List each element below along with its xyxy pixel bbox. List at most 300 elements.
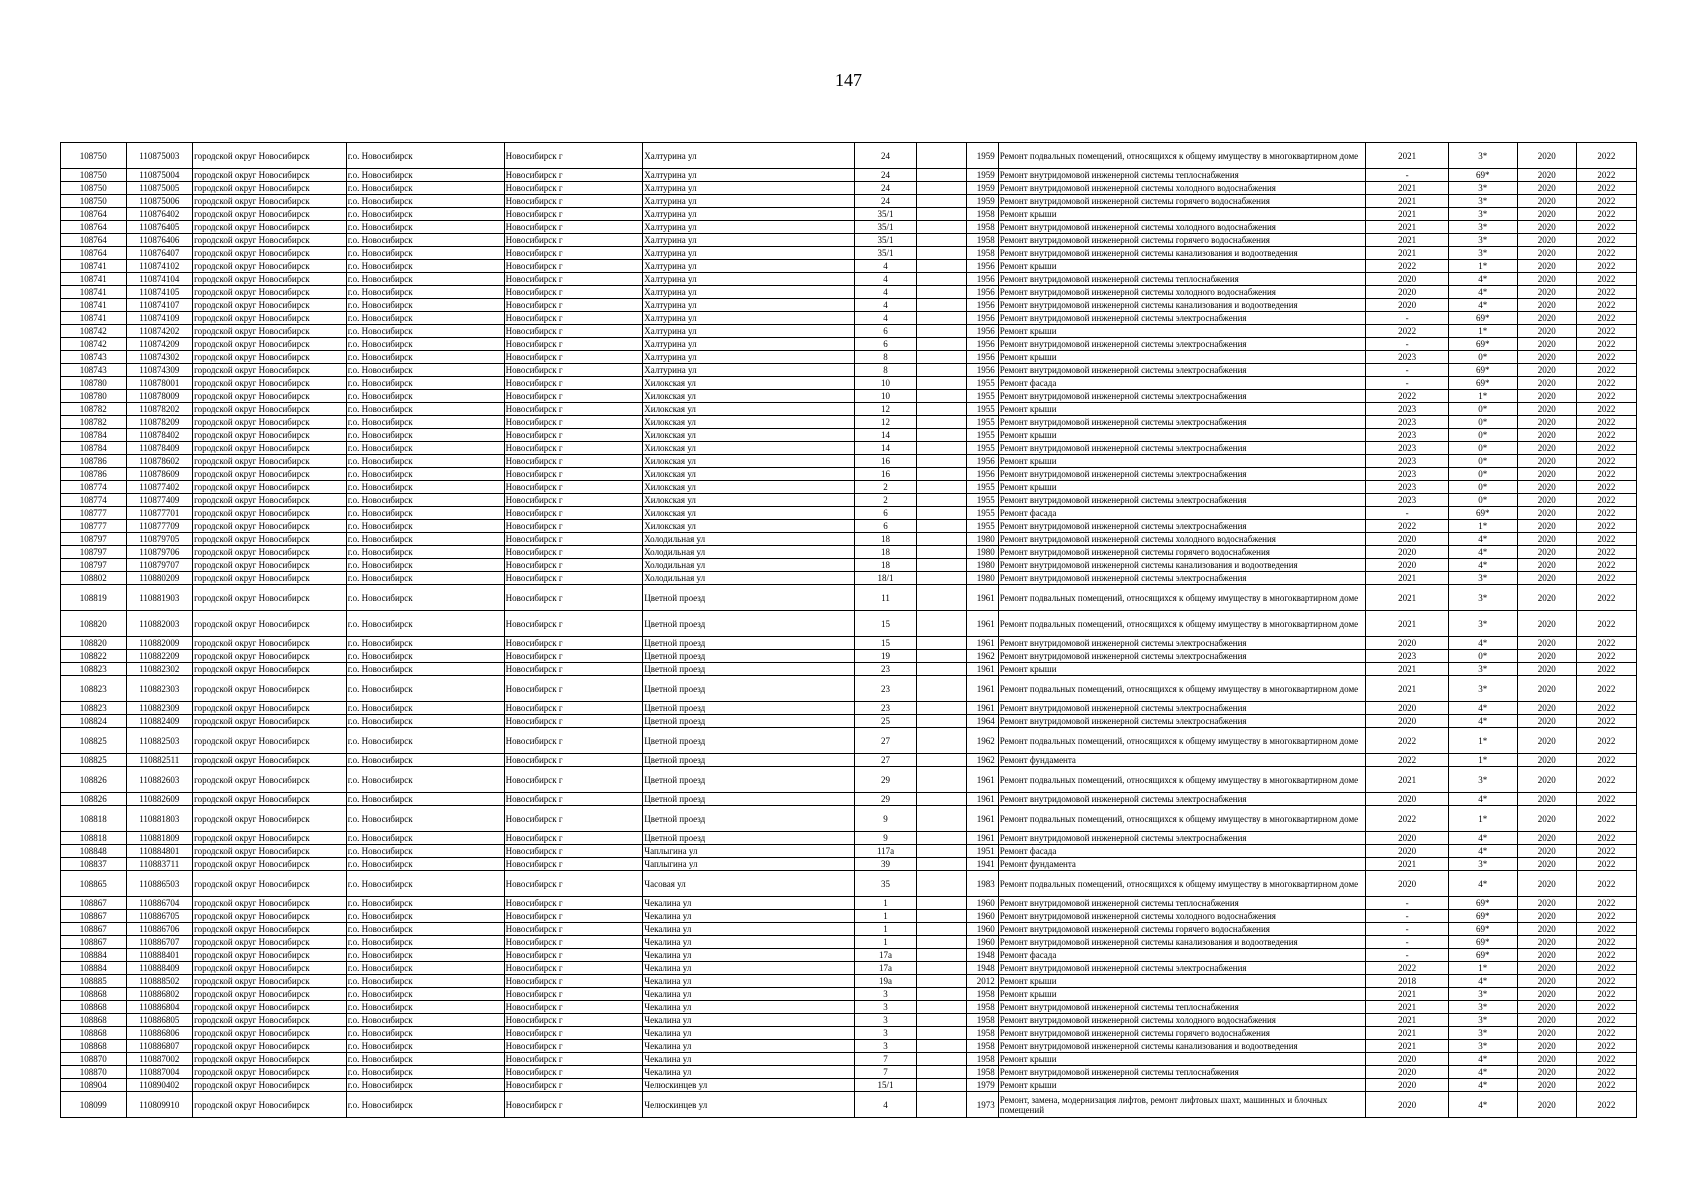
district-cell: городской округ Новосибирск xyxy=(193,182,347,195)
work-year-cell: 2023 xyxy=(1366,442,1449,455)
city-cell: Новосибирск г xyxy=(504,975,643,988)
building-cell xyxy=(917,260,966,273)
period-start-cell: 2020 xyxy=(1517,806,1576,832)
municipality-cell: г.о. Новосибирск xyxy=(346,312,504,325)
year-built-cell: 1958 xyxy=(966,247,998,260)
municipality-cell: г.о. Новосибирск xyxy=(346,403,504,416)
building-cell xyxy=(917,143,966,169)
building-cell xyxy=(917,975,966,988)
year-built-cell: 1948 xyxy=(966,949,998,962)
building-cell xyxy=(917,429,966,442)
priority-cell: 4* xyxy=(1448,1066,1517,1079)
priority-cell: 4* xyxy=(1448,793,1517,806)
priority-cell: 69* xyxy=(1448,338,1517,351)
municipality-cell: г.о. Новосибирск xyxy=(346,416,504,429)
year-built-cell: 1973 xyxy=(966,1092,998,1118)
street-cell: Часовая ул xyxy=(643,871,855,897)
street-cell: Цветной проезд xyxy=(643,767,855,793)
district-cell: городской округ Новосибирск xyxy=(193,390,347,403)
table-row xyxy=(61,767,1637,793)
year-built-cell: 1955 xyxy=(966,416,998,429)
house-id-cell: 108780 xyxy=(61,390,127,403)
house-id-cell: 108764 xyxy=(61,208,127,221)
work-year-cell: 2021 xyxy=(1366,572,1449,585)
priority-cell: 4* xyxy=(1448,975,1517,988)
street-cell: Халтурина ул xyxy=(643,234,855,247)
house-id-cell: 108848 xyxy=(61,845,127,858)
year-built-cell: 1956 xyxy=(966,260,998,273)
city-cell: Новосибирск г xyxy=(504,533,643,546)
district-cell: городской округ Новосибирск xyxy=(193,286,347,299)
district-cell: городской округ Новосибирск xyxy=(193,1053,347,1066)
district-cell: городской округ Новосибирск xyxy=(193,1001,347,1014)
city-cell: Новосибирск г xyxy=(504,897,643,910)
table-row xyxy=(61,1079,1637,1092)
street-cell: Холодильная ул xyxy=(643,533,855,546)
district-cell: городской округ Новосибирск xyxy=(193,208,347,221)
work-year-cell: 2023 xyxy=(1366,468,1449,481)
priority-cell: 4* xyxy=(1448,273,1517,286)
year-built-cell: 1960 xyxy=(966,923,998,936)
house-id-cell: 108784 xyxy=(61,429,127,442)
house-number-cell: 2 xyxy=(854,494,916,507)
building-cell xyxy=(917,286,966,299)
work-type-cell: Ремонт крыши xyxy=(998,429,1365,442)
district-cell: городской округ Новосибирск xyxy=(193,637,347,650)
object-id-cell: 110879707 xyxy=(126,559,193,572)
building-cell xyxy=(917,559,966,572)
municipality-cell: г.о. Новосибирск xyxy=(346,325,504,338)
table-row xyxy=(61,650,1637,663)
period-start-cell: 2020 xyxy=(1517,234,1576,247)
year-built-cell: 1961 xyxy=(966,676,998,702)
work-type-cell: Ремонт внутридомовой инженерной системы канализования и водоотведения xyxy=(998,1040,1365,1053)
period-end-cell: 2022 xyxy=(1576,702,1636,715)
district-cell: городской округ Новосибирск xyxy=(193,507,347,520)
house-number-cell: 4 xyxy=(854,1092,916,1118)
work-year-cell: 2021 xyxy=(1366,1001,1449,1014)
building-cell xyxy=(917,858,966,871)
year-built-cell: 1980 xyxy=(966,533,998,546)
year-built-cell: 1960 xyxy=(966,936,998,949)
priority-cell: 3* xyxy=(1448,1040,1517,1053)
city-cell: Новосибирск г xyxy=(504,845,643,858)
year-built-cell: 1960 xyxy=(966,910,998,923)
period-start-cell: 2020 xyxy=(1517,377,1576,390)
period-end-cell: 2022 xyxy=(1576,806,1636,832)
district-cell: городской округ Новосибирск xyxy=(193,260,347,273)
street-cell: Хилокская ул xyxy=(643,520,855,533)
house-id-cell: 108820 xyxy=(61,637,127,650)
year-built-cell: 1956 xyxy=(966,312,998,325)
house-number-cell: 15 xyxy=(854,637,916,650)
priority-cell: 3* xyxy=(1448,234,1517,247)
city-cell: Новосибирск г xyxy=(504,650,643,663)
house-id-cell: 108867 xyxy=(61,923,127,936)
priority-cell: 4* xyxy=(1448,845,1517,858)
period-start-cell: 2020 xyxy=(1517,247,1576,260)
district-cell: городской округ Новосибирск xyxy=(193,962,347,975)
street-cell: Чекалина ул xyxy=(643,936,855,949)
work-year-cell: 2021 xyxy=(1366,143,1449,169)
district-cell: городской округ Новосибирск xyxy=(193,338,347,351)
work-type-cell: Ремонт подвальных помещений, относящихся к общему имуществу в многоквартирном доме xyxy=(998,871,1365,897)
city-cell: Новосибирск г xyxy=(504,1053,643,1066)
municipality-cell: г.о. Новосибирск xyxy=(346,286,504,299)
municipality-cell: г.о. Новосибирск xyxy=(346,728,504,754)
year-built-cell: 1956 xyxy=(966,299,998,312)
work-year-cell: 2020 xyxy=(1366,559,1449,572)
house-number-cell: 3 xyxy=(854,1001,916,1014)
object-id-cell: 110874107 xyxy=(126,299,193,312)
period-start-cell: 2020 xyxy=(1517,1079,1576,1092)
work-year-cell: 2020 xyxy=(1366,793,1449,806)
house-number-cell: 24 xyxy=(854,169,916,182)
house-id-cell: 108825 xyxy=(61,754,127,767)
period-end-cell: 2022 xyxy=(1576,182,1636,195)
city-cell: Новосибирск г xyxy=(504,455,643,468)
object-id-cell: 110884801 xyxy=(126,845,193,858)
work-year-cell: 2021 xyxy=(1366,767,1449,793)
city-cell: Новосибирск г xyxy=(504,1040,643,1053)
object-id-cell: 110882603 xyxy=(126,767,193,793)
district-cell: городской округ Новосибирск xyxy=(193,845,347,858)
house-number-cell: 3 xyxy=(854,988,916,1001)
municipality-cell: г.о. Новосибирск xyxy=(346,832,504,845)
house-number-cell: 35/1 xyxy=(854,221,916,234)
street-cell: Халтурина ул xyxy=(643,182,855,195)
priority-cell: 3* xyxy=(1448,611,1517,637)
table-row xyxy=(61,533,1637,546)
priority-cell: 4* xyxy=(1448,1079,1517,1092)
district-cell: городской округ Новосибирск xyxy=(193,234,347,247)
street-cell: Чекалина ул xyxy=(643,1040,855,1053)
house-id-cell: 108774 xyxy=(61,481,127,494)
year-built-cell: 1961 xyxy=(966,611,998,637)
street-cell: Чекалина ул xyxy=(643,897,855,910)
house-id-cell: 108797 xyxy=(61,533,127,546)
work-year-cell: 2020 xyxy=(1366,286,1449,299)
house-number-cell: 15/1 xyxy=(854,1079,916,1092)
city-cell: Новосибирск г xyxy=(504,572,643,585)
object-id-cell: 110876406 xyxy=(126,234,193,247)
work-year-cell: - xyxy=(1366,897,1449,910)
period-start-cell: 2020 xyxy=(1517,429,1576,442)
object-id-cell: 110886503 xyxy=(126,871,193,897)
street-cell: Цветной проезд xyxy=(643,754,855,767)
building-cell xyxy=(917,715,966,728)
district-cell: городской округ Новосибирск xyxy=(193,1027,347,1040)
city-cell: Новосибирск г xyxy=(504,260,643,273)
municipality-cell: г.о. Новосибирск xyxy=(346,637,504,650)
house-number-cell: 39 xyxy=(854,858,916,871)
municipality-cell: г.о. Новосибирск xyxy=(346,143,504,169)
object-id-cell: 110882309 xyxy=(126,702,193,715)
building-cell xyxy=(917,949,966,962)
district-cell: городской округ Новосибирск xyxy=(193,442,347,455)
house-id-cell: 108743 xyxy=(61,364,127,377)
work-year-cell: 2020 xyxy=(1366,637,1449,650)
street-cell: Чекалина ул xyxy=(643,910,855,923)
period-start-cell: 2020 xyxy=(1517,611,1576,637)
year-built-cell: 1956 xyxy=(966,364,998,377)
building-cell xyxy=(917,962,966,975)
work-year-cell: 2020 xyxy=(1366,1092,1449,1118)
municipality-cell: г.о. Новосибирск xyxy=(346,494,504,507)
house-number-cell: 24 xyxy=(854,182,916,195)
year-built-cell: 1955 xyxy=(966,442,998,455)
street-cell: Халтурина ул xyxy=(643,260,855,273)
house-id-cell: 108826 xyxy=(61,793,127,806)
work-year-cell: 2020 xyxy=(1366,1079,1449,1092)
house-number-cell: 16 xyxy=(854,455,916,468)
building-cell xyxy=(917,676,966,702)
object-id-cell: 110878609 xyxy=(126,468,193,481)
period-start-cell: 2020 xyxy=(1517,767,1576,793)
priority-cell: 1* xyxy=(1448,260,1517,273)
city-cell: Новосибирск г xyxy=(504,520,643,533)
building-cell xyxy=(917,910,966,923)
work-type-cell: Ремонт фундамента xyxy=(998,858,1365,871)
period-start-cell: 2020 xyxy=(1517,702,1576,715)
district-cell: городской округ Новосибирск xyxy=(193,494,347,507)
priority-cell: 69* xyxy=(1448,936,1517,949)
street-cell: Халтурина ул xyxy=(643,208,855,221)
house-number-cell: 2 xyxy=(854,481,916,494)
city-cell: Новосибирск г xyxy=(504,637,643,650)
work-year-cell: 2018 xyxy=(1366,975,1449,988)
municipality-cell: г.о. Новосибирск xyxy=(346,559,504,572)
year-built-cell: 1958 xyxy=(966,1066,998,1079)
house-id-cell: 108884 xyxy=(61,962,127,975)
building-cell xyxy=(917,273,966,286)
table-row xyxy=(61,325,1637,338)
street-cell: Халтурина ул xyxy=(643,364,855,377)
city-cell: Новосибирск г xyxy=(504,832,643,845)
period-start-cell: 2020 xyxy=(1517,1014,1576,1027)
house-number-cell: 4 xyxy=(854,312,916,325)
house-number-cell: 16 xyxy=(854,468,916,481)
city-cell: Новосибирск г xyxy=(504,442,643,455)
table-row xyxy=(61,546,1637,559)
priority-cell: 1* xyxy=(1448,520,1517,533)
table-row xyxy=(61,572,1637,585)
work-type-cell: Ремонт внутридомовой инженерной системы канализования и водоотведения xyxy=(998,299,1365,312)
period-end-cell: 2022 xyxy=(1576,897,1636,910)
district-cell: городской округ Новосибирск xyxy=(193,715,347,728)
priority-cell: 69* xyxy=(1448,377,1517,390)
street-cell: Хилокская ул xyxy=(643,455,855,468)
building-cell xyxy=(917,403,966,416)
municipality-cell: г.о. Новосибирск xyxy=(346,676,504,702)
period-end-cell: 2022 xyxy=(1576,390,1636,403)
city-cell: Новосибирск г xyxy=(504,312,643,325)
work-type-cell: Ремонт внутридомовой инженерной системы электроснабжения xyxy=(998,416,1365,429)
period-start-cell: 2020 xyxy=(1517,1092,1576,1118)
building-cell xyxy=(917,572,966,585)
house-number-cell: 15 xyxy=(854,611,916,637)
work-year-cell: - xyxy=(1366,923,1449,936)
district-cell: городской округ Новосибирск xyxy=(193,728,347,754)
priority-cell: 69* xyxy=(1448,910,1517,923)
house-number-cell: 25 xyxy=(854,715,916,728)
house-number-cell: 6 xyxy=(854,325,916,338)
period-end-cell: 2022 xyxy=(1576,195,1636,208)
year-built-cell: 1955 xyxy=(966,494,998,507)
street-cell: Цветной проезд xyxy=(643,676,855,702)
house-number-cell: 29 xyxy=(854,767,916,793)
house-number-cell: 4 xyxy=(854,286,916,299)
period-end-cell: 2022 xyxy=(1576,949,1636,962)
period-start-cell: 2020 xyxy=(1517,533,1576,546)
page-number: 147 xyxy=(835,70,862,90)
work-type-cell: Ремонт внутридомовой инженерной системы холодного водоснабжения xyxy=(998,182,1365,195)
house-id-cell: 108867 xyxy=(61,897,127,910)
period-start-cell: 2020 xyxy=(1517,637,1576,650)
municipality-cell: г.о. Новосибирск xyxy=(346,1014,504,1027)
city-cell: Новосибирск г xyxy=(504,507,643,520)
city-cell: Новосибирск г xyxy=(504,403,643,416)
municipality-cell: г.о. Новосибирск xyxy=(346,169,504,182)
work-type-cell: Ремонт внутридомовой инженерной системы электроснабжения xyxy=(998,520,1365,533)
year-built-cell: 1959 xyxy=(966,143,998,169)
table-row xyxy=(61,962,1637,975)
house-id-cell: 108741 xyxy=(61,260,127,273)
city-cell: Новосибирск г xyxy=(504,585,643,611)
table-row xyxy=(61,364,1637,377)
year-built-cell: 1961 xyxy=(966,702,998,715)
house-id-cell: 108099 xyxy=(61,1092,127,1118)
work-type-cell: Ремонт внутридомовой инженерной системы канализования и водоотведения xyxy=(998,936,1365,949)
priority-cell: 3* xyxy=(1448,1001,1517,1014)
object-id-cell: 110886805 xyxy=(126,1014,193,1027)
street-cell: Чаплыгина ул xyxy=(643,858,855,871)
municipality-cell: г.о. Новосибирск xyxy=(346,767,504,793)
object-id-cell: 110886704 xyxy=(126,897,193,910)
work-type-cell: Ремонт внутридомовой инженерной системы горячего водоснабжения xyxy=(998,234,1365,247)
year-built-cell: 1955 xyxy=(966,520,998,533)
street-cell: Чекалина ул xyxy=(643,1053,855,1066)
period-end-cell: 2022 xyxy=(1576,832,1636,845)
work-year-cell: 2022 xyxy=(1366,520,1449,533)
period-start-cell: 2020 xyxy=(1517,910,1576,923)
work-year-cell: 2021 xyxy=(1366,988,1449,1001)
year-built-cell: 1958 xyxy=(966,988,998,1001)
house-number-cell: 23 xyxy=(854,676,916,702)
building-cell xyxy=(917,455,966,468)
table-row xyxy=(61,871,1637,897)
table-row xyxy=(61,208,1637,221)
municipality-cell: г.о. Новосибирск xyxy=(346,949,504,962)
priority-cell: 3* xyxy=(1448,767,1517,793)
house-id-cell: 108750 xyxy=(61,195,127,208)
object-id-cell: 110890402 xyxy=(126,1079,193,1092)
period-end-cell: 2022 xyxy=(1576,351,1636,364)
work-year-cell: - xyxy=(1366,949,1449,962)
house-id-cell: 108782 xyxy=(61,416,127,429)
municipality-cell: г.о. Новосибирск xyxy=(346,988,504,1001)
house-id-cell: 108764 xyxy=(61,234,127,247)
house-number-cell: 8 xyxy=(854,364,916,377)
table-row xyxy=(61,221,1637,234)
district-cell: городской округ Новосибирск xyxy=(193,702,347,715)
work-type-cell: Ремонт внутридомовой инженерной системы горячего водоснабжения xyxy=(998,195,1365,208)
district-cell: городской округ Новосибирск xyxy=(193,377,347,390)
object-id-cell: 110888409 xyxy=(126,962,193,975)
work-year-cell: 2023 xyxy=(1366,403,1449,416)
year-built-cell: 1955 xyxy=(966,390,998,403)
table-row xyxy=(61,312,1637,325)
house-number-cell: 4 xyxy=(854,299,916,312)
street-cell: Цветной проезд xyxy=(643,702,855,715)
municipality-cell: г.о. Новосибирск xyxy=(346,364,504,377)
city-cell: Новосибирск г xyxy=(504,247,643,260)
street-cell: Хилокская ул xyxy=(643,403,855,416)
year-built-cell: 1956 xyxy=(966,455,998,468)
period-start-cell: 2020 xyxy=(1517,793,1576,806)
work-year-cell: - xyxy=(1366,507,1449,520)
period-end-cell: 2022 xyxy=(1576,1001,1636,1014)
period-end-cell: 2022 xyxy=(1576,325,1636,338)
building-cell xyxy=(917,364,966,377)
table-row xyxy=(61,260,1637,273)
city-cell: Новосибирск г xyxy=(504,988,643,1001)
street-cell: Халтурина ул xyxy=(643,221,855,234)
object-id-cell: 110878001 xyxy=(126,377,193,390)
work-year-cell: 2020 xyxy=(1366,845,1449,858)
period-start-cell: 2020 xyxy=(1517,858,1576,871)
street-cell: Халтурина ул xyxy=(643,325,855,338)
year-built-cell: 1961 xyxy=(966,767,998,793)
year-built-cell: 1941 xyxy=(966,858,998,871)
year-built-cell: 1955 xyxy=(966,507,998,520)
year-built-cell: 1959 xyxy=(966,182,998,195)
period-end-cell: 2022 xyxy=(1576,416,1636,429)
work-type-cell: Ремонт крыши xyxy=(998,260,1365,273)
object-id-cell: 110887004 xyxy=(126,1066,193,1079)
table-row xyxy=(61,910,1637,923)
period-start-cell: 2020 xyxy=(1517,143,1576,169)
work-type-cell: Ремонт фундамента xyxy=(998,754,1365,767)
house-id-cell: 108868 xyxy=(61,988,127,1001)
city-cell: Новосибирск г xyxy=(504,299,643,312)
municipality-cell: г.о. Новосибирск xyxy=(346,845,504,858)
period-start-cell: 2020 xyxy=(1517,845,1576,858)
table-row xyxy=(61,585,1637,611)
street-cell: Холодильная ул xyxy=(643,546,855,559)
priority-cell: 4* xyxy=(1448,637,1517,650)
priority-cell: 3* xyxy=(1448,572,1517,585)
period-end-cell: 2022 xyxy=(1576,767,1636,793)
priority-cell: 1* xyxy=(1448,325,1517,338)
house-id-cell: 108824 xyxy=(61,715,127,728)
street-cell: Чекалина ул xyxy=(643,1001,855,1014)
house-id-cell: 108868 xyxy=(61,1014,127,1027)
city-cell: Новосибирск г xyxy=(504,806,643,832)
period-end-cell: 2022 xyxy=(1576,858,1636,871)
municipality-cell: г.о. Новосибирск xyxy=(346,351,504,364)
street-cell: Халтурина ул xyxy=(643,338,855,351)
house-id-cell: 108868 xyxy=(61,1001,127,1014)
year-built-cell: 1956 xyxy=(966,286,998,299)
object-id-cell: 110875005 xyxy=(126,182,193,195)
period-start-cell: 2020 xyxy=(1517,299,1576,312)
building-cell xyxy=(917,611,966,637)
house-id-cell: 108780 xyxy=(61,377,127,390)
year-built-cell: 1958 xyxy=(966,1001,998,1014)
period-start-cell: 2020 xyxy=(1517,442,1576,455)
work-type-cell: Ремонт подвальных помещений, относящихся к общему имуществу в многоквартирном доме xyxy=(998,767,1365,793)
